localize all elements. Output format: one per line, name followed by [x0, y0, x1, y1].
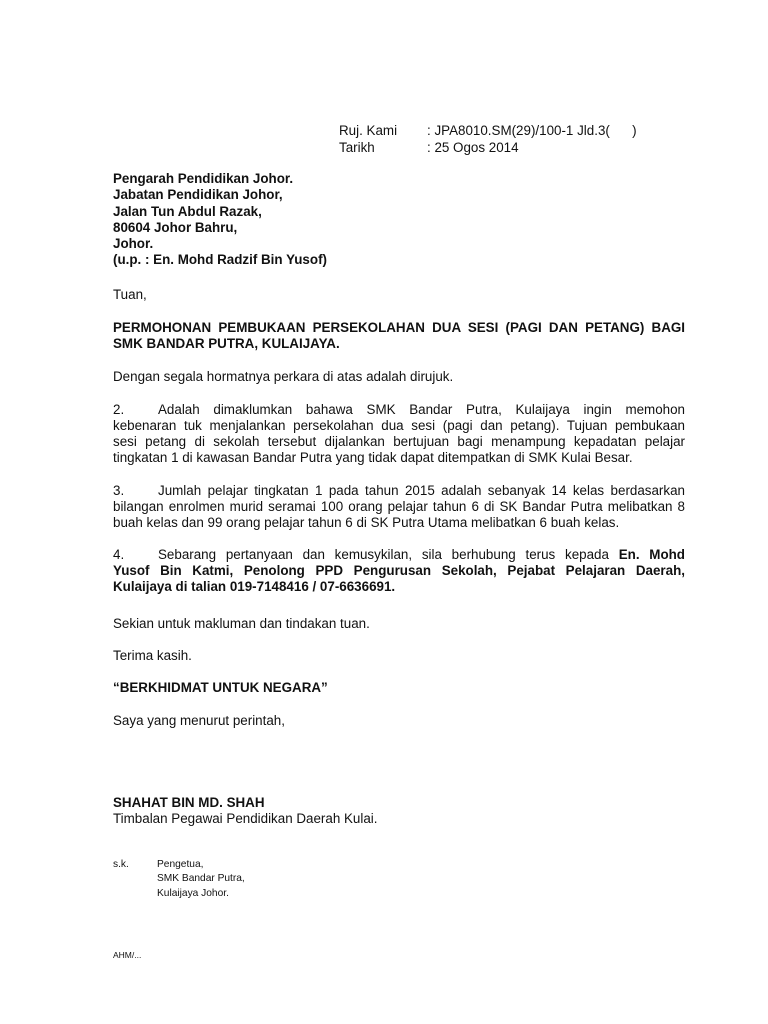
sign-off: Saya yang menurut perintah, — [113, 713, 285, 728]
subject-line-1: PERMOHONAN PEMBUKAAN PERSEKOLAHAN DUA SESI (PAGI DAN PETANG) BAGI — [113, 320, 685, 335]
tarikh-label: Tarikh — [339, 140, 375, 155]
subject — [113, 320, 685, 352]
cc-label: s.k. — [113, 859, 129, 870]
paragraph-number: 4. — [113, 547, 125, 562]
para2-line-2: kebenaran tuk menjalankan persekolahan dua sesi (pagi dan petang). Tujuan pembukaan — [113, 418, 685, 433]
para4-line-3: Kulaijaya di talian 019-7148416 / 07-6636691. — [113, 579, 396, 594]
paragraph-number: 2. — [113, 402, 125, 417]
salutation: Tuan, — [113, 287, 147, 302]
cc-line: Pengetua, — [157, 859, 204, 870]
cc-list — [157, 858, 245, 901]
para2-line-4: tingkatan 1 di kawasan Bandar Putra yang tidak dapat ditempatkan di SMK Kulai Besar. — [113, 450, 633, 465]
closing-sentence: Sekian untuk makluman dan tindakan tuan. — [113, 616, 370, 631]
paragraph-number: 3. — [113, 483, 125, 498]
para4-line-2: Yusof Bin Katmi, Penolong PPD Pengurusan Sekolah, Pejabat Pelajaran Daerah, — [113, 563, 685, 578]
motto: “BERKHIDMAT UNTUK NEGARA” — [113, 680, 328, 695]
para2-line-3: sesi petang di sekolah tersebut dijalankan bertujuan bagi menampung kepadatan pelajar — [113, 434, 685, 449]
opening-sentence: Dengan segala hormatnya perkara di atas adalah dirujuk. — [113, 369, 454, 384]
subject-line-2: SMK BANDAR PUTRA, KULAIJAYA. — [113, 336, 340, 351]
address-line: Johor. — [113, 236, 154, 252]
paragraph-2 — [113, 402, 685, 466]
para3-line-2: bilangan enrolmen murid seramai 100 orang pelajar tahun 6 di SK Bandar Putra melibatkan 8 — [113, 499, 685, 514]
ruj-label: Ruj. Kami — [339, 123, 398, 138]
tarikh-value: : 25 Ogos 2014 — [427, 140, 519, 155]
paragraph-3 — [113, 483, 685, 531]
contact-name-part: En. Mohd — [618, 547, 685, 562]
address-line: (u.p. : En. Mohd Radzif Bin Yusof) — [113, 252, 327, 268]
cc-line: Kulaijaya Johor. — [157, 887, 229, 899]
initials: AHM/... — [113, 950, 142, 960]
ruj-value: : JPA8010.SM(29)/100-1 Jld.3( ) — [427, 123, 637, 138]
paragraph-4 — [113, 547, 685, 595]
recipient-address — [113, 171, 673, 269]
para3-line-3: buah kelas dan 99 orang pelajar tahun 6 di SK Putra Utama melibatkan 6 buah kelas. — [113, 515, 620, 530]
para4-line-1: Sebarang pertanyaan dan kemusykilan, sila berhubung terus kepada — [158, 547, 609, 562]
para2-line-1: Adalah dimaklumkan bahawa SMK Bandar Putra, Kulaijaya ingin memohon — [158, 402, 685, 417]
para3-line-1: Jumlah pelajar tingkatan 1 pada tahun 2015 adalah sebanyak 14 kelas berdasarkan — [158, 483, 685, 498]
thanks: Terima kasih. — [113, 648, 192, 663]
address-line: Jalan Tun Abdul Razak, — [113, 203, 262, 219]
signatory-title: Timbalan Pegawai Pendidikan Daerah Kulai. — [113, 811, 378, 826]
signatory-name: SHAHAT BIN MD. SHAH — [113, 795, 265, 810]
address-line: 80604 Johor Bahru, — [113, 219, 238, 235]
address-line: Pengarah Pendidikan Johor. — [113, 171, 294, 186]
address-line: Jabatan Pendidikan Johor, — [113, 187, 283, 203]
cc-line: SMK Bandar Putra, — [157, 873, 245, 885]
